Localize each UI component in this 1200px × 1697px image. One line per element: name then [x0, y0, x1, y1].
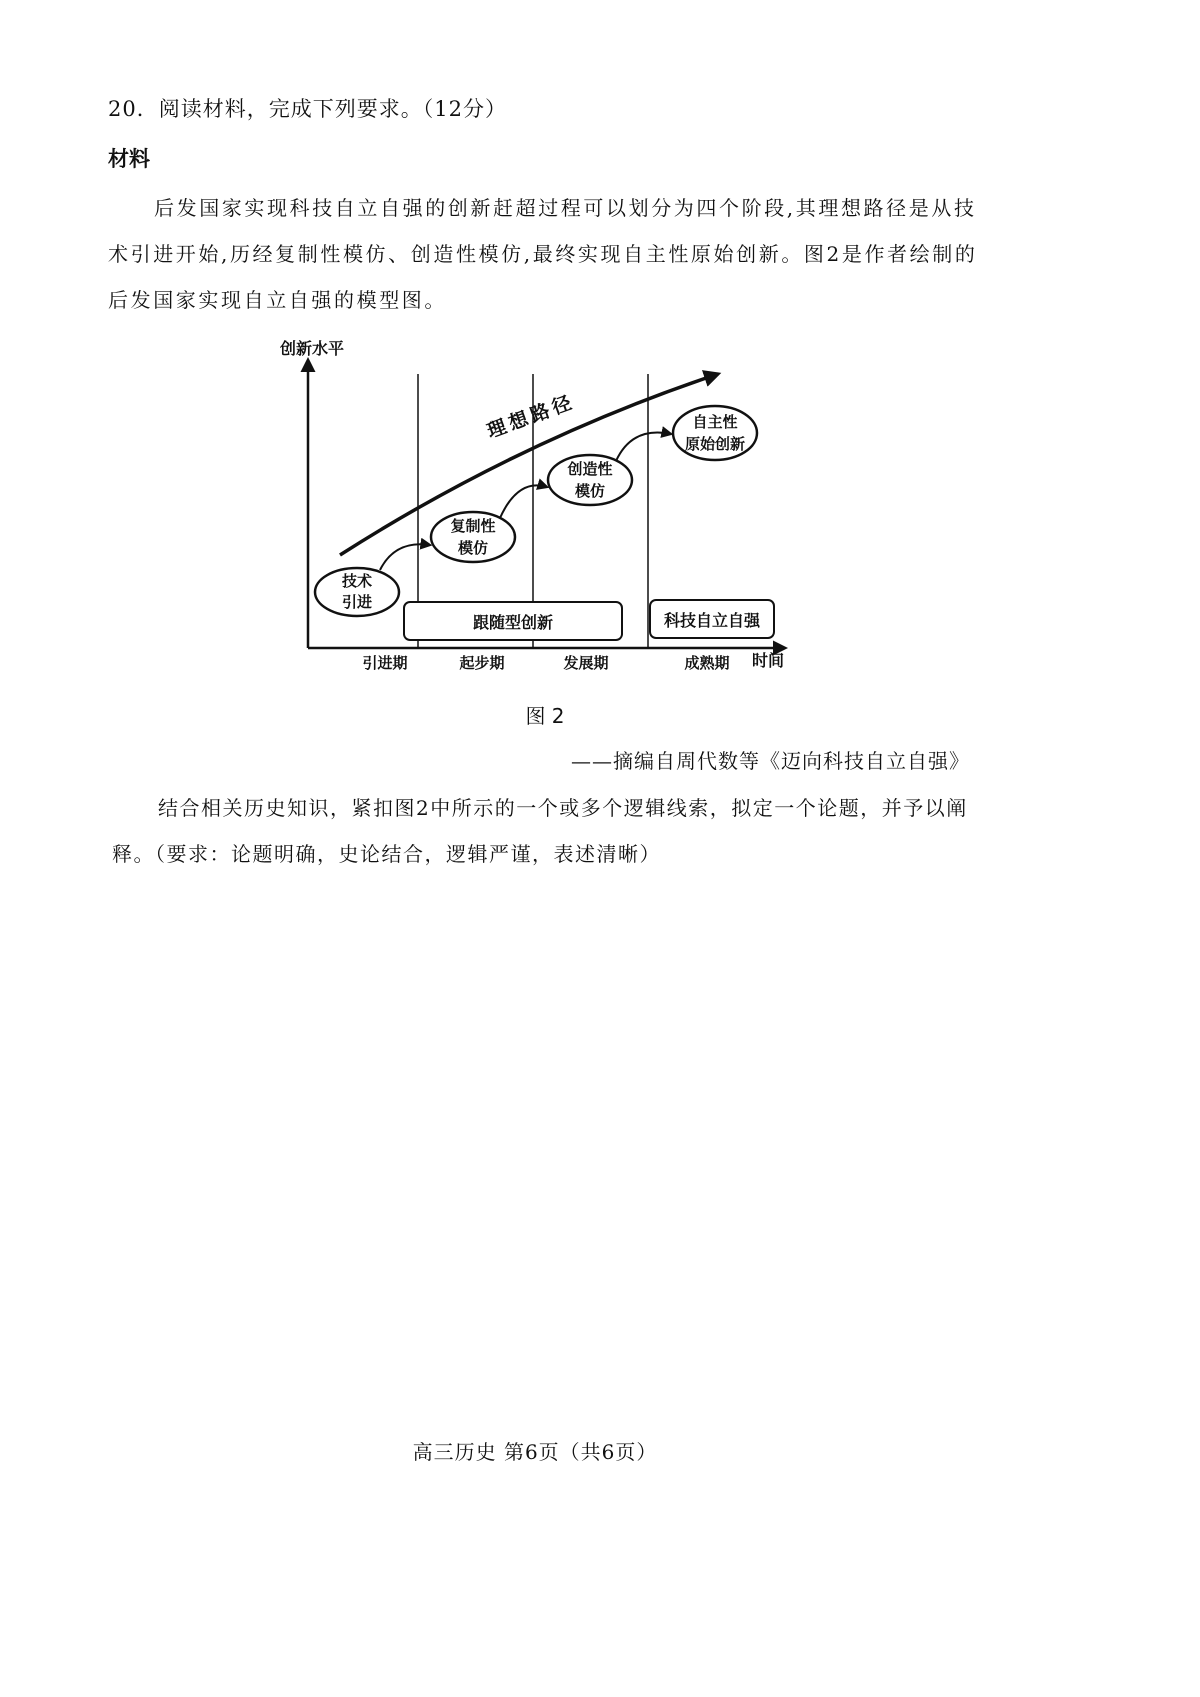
task-instruction: 结合相关历史知识，紧扣图2中所示的一个或多个逻辑线索，拟定一个论题，并予以阐释。（要求：论题明确，史论结合，逻辑严谨，表述清晰） — [112, 796, 968, 866]
question-title: 20．阅读材料，完成下列要求。（12分） — [108, 97, 507, 121]
self-reliance-box — [650, 600, 774, 638]
material-paragraph: 后发国家实现科技自立自强的创新赶超过程可以划分为四个阶段,其理想路径是从技术引进开始,历经复制性模仿、创造性模仿,最终实现自主性原始创新。图2是作者绘制的后发国家实现自立自强的模型图。 — [108, 196, 978, 312]
node-4-line1: 自主性 — [692, 413, 738, 431]
node-3-line1: 创造性 — [567, 460, 613, 478]
node-3-line2: 模仿 — [574, 482, 606, 500]
ideal-path-arrow — [340, 374, 718, 555]
period-label: 成熟期 — [684, 654, 730, 672]
node-replicative-imitation — [431, 512, 515, 562]
node-original-innovation — [673, 406, 757, 460]
node-2-line2: 模仿 — [457, 539, 489, 557]
material-label: 材料 — [108, 147, 150, 171]
node-2-line1: 复制性 — [450, 517, 496, 535]
node-1-line2: 引进 — [341, 593, 373, 611]
node-creative-imitation — [548, 455, 632, 505]
transition-arrow — [500, 485, 547, 518]
source-citation: ——摘编自周代数等《迈向科技自立自强》 — [571, 749, 970, 773]
transition-arrow — [616, 433, 671, 461]
node-1-line1: 技术 — [341, 572, 373, 590]
page-footer: 高三历史 第6页（共6页） — [412, 1440, 658, 1464]
node-technology-introduction — [315, 568, 399, 616]
y-axis-label: 创新水平 — [280, 339, 345, 358]
figure-caption: 图 2 — [525, 704, 565, 728]
transition-arrow — [380, 544, 430, 570]
innovation-model-figure — [270, 330, 810, 680]
follow-innovation-box — [404, 602, 622, 640]
period-label: 发展期 — [563, 654, 609, 672]
self-reliance-label: 科技自立自强 — [663, 611, 761, 630]
ideal-path-label: 理想路径 — [484, 390, 579, 443]
follow-innovation-label: 跟随型创新 — [472, 613, 554, 632]
period-label: 引进期 — [362, 654, 408, 672]
period-label: 起步期 — [459, 654, 505, 672]
x-axis-label: 时间 — [752, 651, 785, 670]
node-4-line2: 原始创新 — [684, 435, 746, 453]
